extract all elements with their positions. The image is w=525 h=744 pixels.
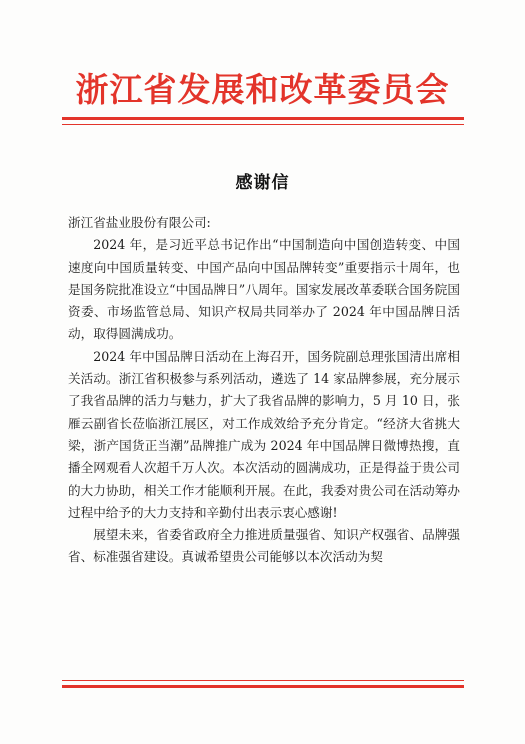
- letter-salutation: 浙江省盐业股份有限公司:: [68, 215, 211, 230]
- footer-rule-thick: [62, 685, 464, 688]
- letter-paragraph-3: 展望未来，省委省政府全力推进质量强省、知识产权强省、品牌强省、标准强省建设。真诚希望贵公司能够以本次活动为契: [68, 527, 460, 565]
- letterhead-rule-thin: [62, 124, 464, 125]
- letterhead-org-name: 浙江省发展和改革委员会: [75, 70, 450, 109]
- letter-paragraph-1: 2024 年，是习近平总书记作出“中国制造向中国创造转变、中国速度向中国质量转变、中国产品向中国品牌转变”重要指示十周年，也是国务院批准设立“中国品牌日”八周年。国家发展改革委联合国务院国资委、市场监管总局、知识产权局共同举办了 2024 年中国品牌日活动，取得圆满成功。: [68, 237, 460, 342]
- letter-paragraph-2: 2024 年中国品牌日活动在上海召开，国务院副总理张国清出席相关活动。浙江省积极参与系列活动，遴选了 14 家品牌参展，充分展示了我省品牌的活力与魅力，扩大了我省品牌的影响力，5 月 10 日，张雁云副省长莅临浙江展区，对工作成效给予充分肯定。“经济大省挑大梁，浙产国货正当潮”品牌推广成为 2024 年中国品牌日微博热搜，直播全网观看人次超千万人次。本次活动的圆满成功，正是得益于贵公司的大力协助，相关工作才能顺利开展。在此，我委对贵公司在活动筹办过程中给予的大力支持和辛勤付出表示衷心感谢!: [68, 348, 460, 520]
- letter-body: [68, 212, 460, 569]
- letter-title: 感谢信: [235, 173, 290, 193]
- footer-rule-thin: [62, 680, 464, 681]
- letterhead-rule-thick: [62, 117, 464, 120]
